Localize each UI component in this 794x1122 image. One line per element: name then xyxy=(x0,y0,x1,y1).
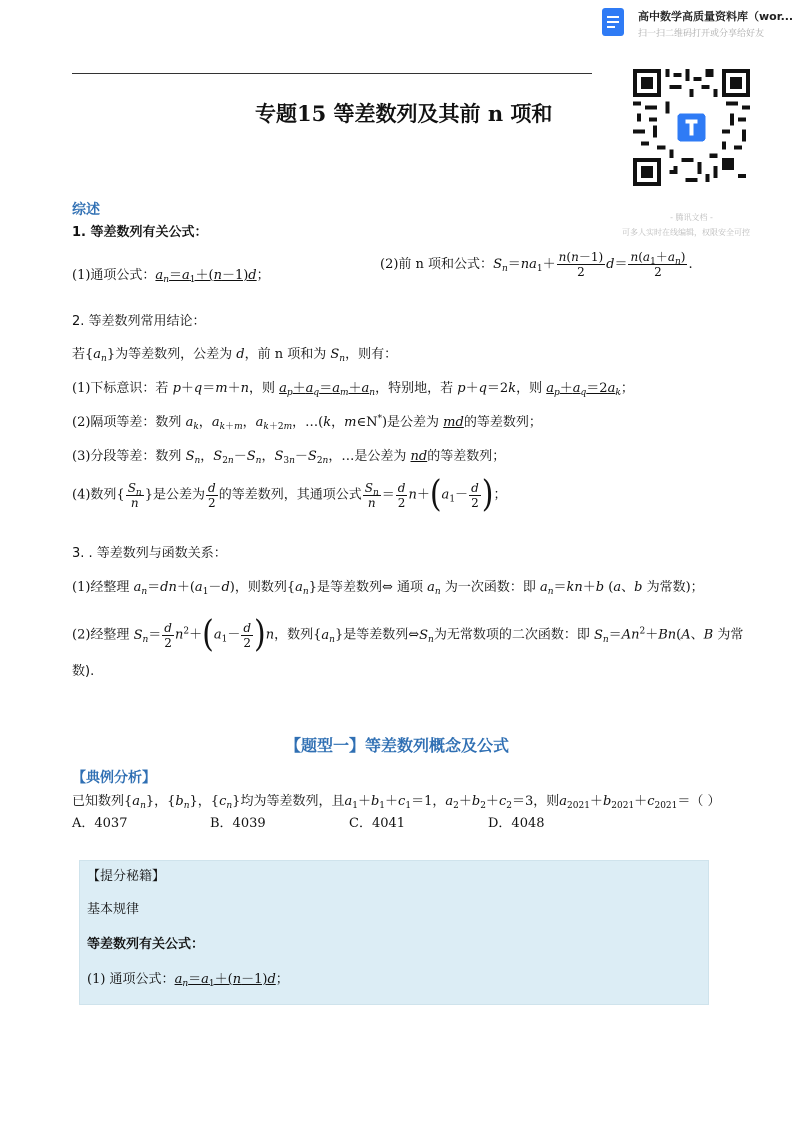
section-3-title: 3. . 等差数列与函数关系： xyxy=(72,546,227,561)
document-icon xyxy=(602,8,624,36)
tips-line-3: (1) 通项公式：$a_n=a_1+(n-1)d$； xyxy=(87,972,289,989)
qr-caption: - 腾讯文档 - xyxy=(670,213,713,222)
tips-line-2: 等差数列有关公式： xyxy=(87,937,205,952)
conclusion-1: (1)下标意识：若 p＋q＝m＋n，则 $a_p+a_q=a_m+a_n$，特别地，若 p＋q＝2k，则 $a_p+a_q=2a_k$； xyxy=(72,381,634,398)
qr-description: 可多人实时在线编辑，权限安全可控 xyxy=(622,228,750,237)
doc-share-badge[interactable] xyxy=(602,8,794,40)
option-b: B．4039 xyxy=(210,816,266,831)
badge-subtitle: 扫一扫二维码打开或分享给好友 xyxy=(638,29,765,39)
tips-title: 【提分秘籍】 xyxy=(87,869,166,884)
conclusion-2: (2)隔项等差：数列 $a_k$，$a_{k+m}$，$a_{k+2m}$，…(k，m∈N*)是公差为 md的等差数列； xyxy=(72,414,542,432)
conclusion-3: (3)分段等差：数列 $S_n$，$S_{2n}-S_n$，$S_{3n}-S_{2n}$，…是公差为 nd的等差数列； xyxy=(72,449,506,466)
section-2-intro: 若$\{a_n\}$为等差数列，公差为 d，前 n 项和为 $S_n$，则有： xyxy=(72,347,398,364)
conclusion-4: (4)数列{ $\frac{S_n}{n}$ }是公差为 $\frac{d}{2}$ 的等差数列，其通项公式 $\frac{S_n}{n}$ ＝ $\frac{d}{2}$ $n+(a_1-$ $\frac{d}{2}$ )； xyxy=(72,473,507,516)
option-c: C．4041 xyxy=(349,816,406,831)
function-relation-2: (2)经整理 $S_n=$ $\frac{d}{2}$ $n^2+(a_1-$ $\frac{d}{2}$ )n，数列$\{a_n\}$是等差数列$\Leftrightarrow S_n$为无常数项的二次函数：即 $S_n=An^2+Bn(A$、B 为常 xyxy=(72,613,744,656)
function-relation-1: (1)经整理 $a_n=dn+(a_1-d)$，则数列$\{a_n\}$是等差数列⇔ 通项 $a_n$ 为一次函数：即 $a_n=kn+b$ (a、b 为常数)； xyxy=(72,580,704,597)
sum-formula: (2)前 n 项和公式：$S_n=na_1+$ $\frac{n(n-1)}{2}$ d＝ $\frac{n(a_1+a_n)}{2}$ . xyxy=(380,250,693,279)
tips-line-1: 基本规律 xyxy=(87,902,140,917)
section-1-title: 1. 等差数列有关公式： xyxy=(72,225,208,240)
type-1-heading: 【题型一】等差数列概念及公式 xyxy=(284,736,509,755)
section-2-title: 2. 等差数列常用结论： xyxy=(72,314,206,329)
qr-code-icon[interactable] xyxy=(633,69,750,186)
example-question: 已知数列$\{a_n\}$，$\{b_n\}$，$\{c_n\}$均为等差数列，且$a_1+b_1+c_1=1$，$a_2+b_2+c_2=3$，则$a_{2021}+b_{2021}+c_{2021}=$（ ） xyxy=(72,794,721,811)
badge-title: 高中数学高质量资料库（wor... xyxy=(638,10,794,23)
option-a: A．4037 xyxy=(72,816,128,831)
overview-heading: 综述 xyxy=(72,202,100,218)
function-relation-2-cont: 数). xyxy=(72,664,95,679)
example-label: 【典例分析】 xyxy=(72,770,156,786)
page-title: 专题15 等差数列及其前 n 项和 xyxy=(255,101,553,126)
general-term-formula: (1)通项公式：$a_n=a_1+(n-1)d$； xyxy=(72,268,270,285)
option-d: D．4048 xyxy=(488,816,545,831)
header-rule xyxy=(72,73,592,74)
